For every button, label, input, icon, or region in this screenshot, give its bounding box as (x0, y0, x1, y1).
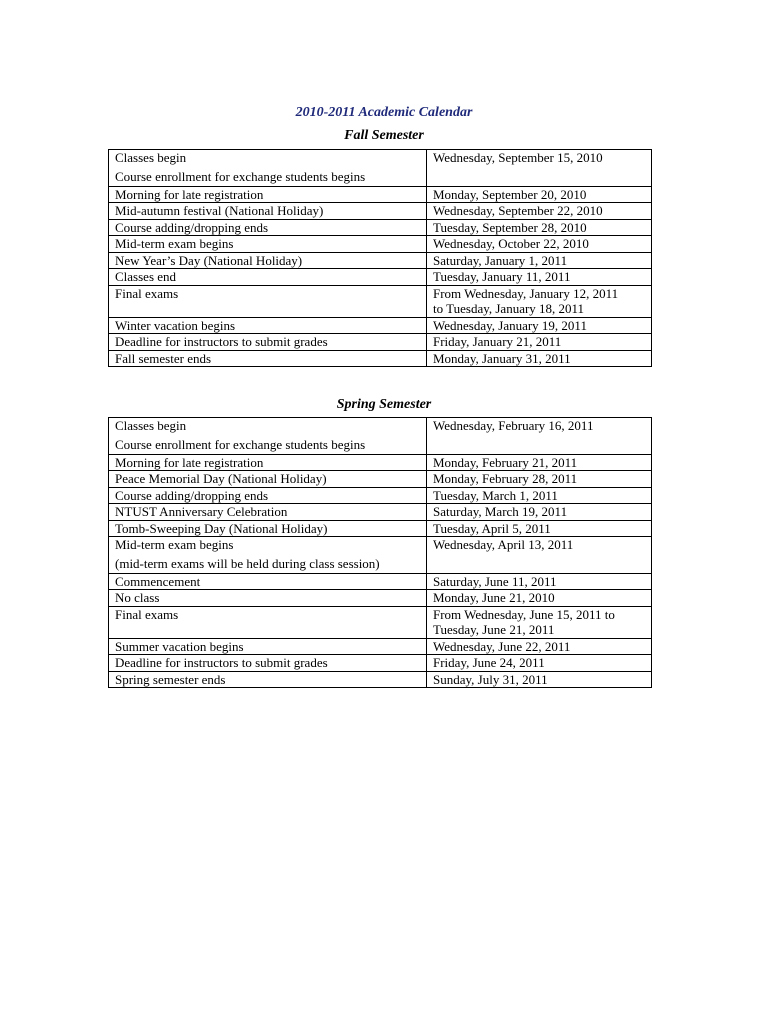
event-text: Mid-autumn festival (National Holiday) (115, 203, 324, 218)
date-text: Wednesday, October 22, 2010 (433, 236, 589, 251)
date-cell (427, 269, 652, 286)
calendar-row (109, 655, 652, 672)
event-text: New Year’s Day (National Holiday) (115, 252, 303, 268)
event-text: Course adding/dropping ends (115, 487, 269, 503)
event-cell (109, 537, 427, 574)
date-text: Sunday, July 31, 2011 (433, 671, 548, 687)
event-cell (109, 203, 427, 220)
calendar-row (109, 350, 652, 367)
event-text: Peace Memorial Day (National Holiday) (115, 471, 327, 486)
event-text: Classes begin (115, 418, 187, 433)
calendar-row (109, 487, 652, 504)
event-text: Mid-term exam begins (115, 236, 234, 251)
date-text: Monday, September 20, 2010 (433, 186, 587, 202)
date-cell (427, 487, 652, 504)
event-text: Classes begin (115, 150, 187, 165)
fall-semester-table (108, 149, 652, 367)
event-cell (109, 219, 427, 236)
event-cell (109, 520, 427, 537)
event-text: Final exams (115, 285, 179, 301)
date-cell (427, 285, 652, 317)
date-cell (427, 655, 652, 672)
calendar-row (109, 334, 652, 351)
event-text: Deadline for instructors to submit grades (115, 334, 328, 349)
date-cell (427, 317, 652, 334)
date-text: Tuesday, January 11, 2011 (433, 269, 571, 284)
date-cell (427, 573, 652, 590)
date-text: From Wednesday, January 12, 2011 (433, 285, 619, 301)
date-text: Tuesday, June 21, 2011 (433, 622, 555, 637)
calendar-row (109, 537, 652, 574)
event-cell (109, 334, 427, 351)
calendar-row (109, 150, 652, 187)
calendar-title: 2010-2011 Academic Calendar (295, 105, 473, 120)
event-cell (109, 150, 427, 187)
date-cell (427, 219, 652, 236)
calendar-row (109, 573, 652, 590)
event-cell (109, 350, 427, 367)
calendar-row (109, 219, 652, 236)
date-text: Saturday, June 11, 2011 (433, 573, 557, 589)
date-text: Tuesday, September 28, 2010 (433, 219, 587, 235)
event-text: Morning for late registration (115, 454, 264, 470)
calendar-row (109, 504, 652, 521)
event-cell (109, 671, 427, 688)
date-cell (427, 520, 652, 537)
date-text: Wednesday, February 16, 2011 (433, 418, 594, 433)
date-text: Wednesday, September 15, 2010 (433, 150, 603, 165)
calendar-row (109, 317, 652, 334)
date-text: to Tuesday, January 18, 2011 (433, 301, 585, 316)
date-text: Friday, January 21, 2011 (433, 334, 562, 349)
calendar-row (109, 471, 652, 488)
event-text: Spring semester ends (115, 671, 226, 687)
event-cell (109, 269, 427, 286)
date-text: Wednesday, September 22, 2010 (433, 203, 603, 218)
date-cell (427, 537, 652, 574)
date-cell (427, 252, 652, 269)
date-cell (427, 334, 652, 351)
event-cell (109, 454, 427, 471)
calendar-row (109, 520, 652, 537)
date-text: Wednesday, June 22, 2011 (433, 638, 571, 654)
fall-semester-heading: Fall Semester (344, 128, 424, 143)
spring-semester-heading: Spring Semester (336, 397, 432, 412)
calendar-row (109, 418, 652, 455)
calendar-row (109, 606, 652, 638)
date-text: Monday, June 21, 2010 (433, 590, 555, 605)
date-text: Tuesday, March 1, 2011 (433, 487, 558, 503)
calendar-row (109, 671, 652, 688)
date-text: Saturday, March 19, 2011 (433, 504, 568, 519)
date-cell (427, 236, 652, 253)
date-text: From Wednesday, June 15, 2011 to (433, 606, 615, 622)
event-cell (109, 285, 427, 317)
date-text: Wednesday, April 13, 2011 (433, 537, 574, 552)
event-text: Commencement (115, 573, 201, 589)
calendar-row (109, 186, 652, 203)
event-text: Course enrollment for exchange students begins (115, 437, 366, 452)
event-text: Course adding/dropping ends (115, 219, 269, 235)
calendar-row (109, 638, 652, 655)
event-cell (109, 418, 427, 455)
calendar-row (109, 203, 652, 220)
calendar-row (109, 454, 652, 471)
calendar-row (109, 285, 652, 317)
date-cell (427, 606, 652, 638)
date-text: Wednesday, January 19, 2011 (433, 317, 587, 333)
event-text: NTUST Anniversary Celebration (115, 504, 288, 519)
date-cell (427, 590, 652, 607)
event-text: Tomb-Sweeping Day (National Holiday) (115, 520, 328, 536)
event-text: (mid-term exams will be held during class session) (115, 556, 380, 571)
event-cell (109, 655, 427, 672)
event-text: Summer vacation begins (115, 638, 244, 654)
event-text: Classes end (115, 269, 177, 284)
date-cell (427, 186, 652, 203)
event-text: Final exams (115, 606, 179, 622)
calendar-row (109, 269, 652, 286)
event-text: Winter vacation begins (115, 317, 236, 333)
date-text: Tuesday, April 5, 2011 (433, 520, 551, 536)
event-cell (109, 236, 427, 253)
event-cell (109, 252, 427, 269)
date-cell (427, 350, 652, 367)
event-cell (109, 573, 427, 590)
event-text: Morning for late registration (115, 186, 264, 202)
spring-semester-table (108, 417, 652, 688)
event-cell (109, 186, 427, 203)
date-cell (427, 454, 652, 471)
date-text: Monday, February 28, 2011 (433, 471, 578, 486)
event-text: Mid-term exam begins (115, 537, 234, 552)
date-text: Saturday, January 1, 2011 (433, 252, 568, 268)
calendar-row (109, 252, 652, 269)
date-text: Monday, February 21, 2011 (433, 454, 578, 470)
event-cell (109, 606, 427, 638)
date-cell (427, 471, 652, 488)
date-cell (427, 203, 652, 220)
event-text: Deadline for instructors to submit grades (115, 655, 328, 670)
event-text: No class (115, 590, 160, 605)
date-text: Monday, January 31, 2011 (433, 350, 571, 366)
event-cell (109, 487, 427, 504)
event-text: Course enrollment for exchange students begins (115, 169, 366, 184)
event-cell (109, 504, 427, 521)
event-cell (109, 317, 427, 334)
event-cell (109, 471, 427, 488)
calendar-row (109, 236, 652, 253)
event-cell (109, 590, 427, 607)
event-cell (109, 638, 427, 655)
date-text: Friday, June 24, 2011 (433, 655, 545, 670)
date-cell (427, 150, 652, 187)
date-cell (427, 638, 652, 655)
date-cell (427, 418, 652, 455)
date-cell (427, 671, 652, 688)
calendar-row (109, 590, 652, 607)
date-cell (427, 504, 652, 521)
event-text: Fall semester ends (115, 350, 212, 366)
